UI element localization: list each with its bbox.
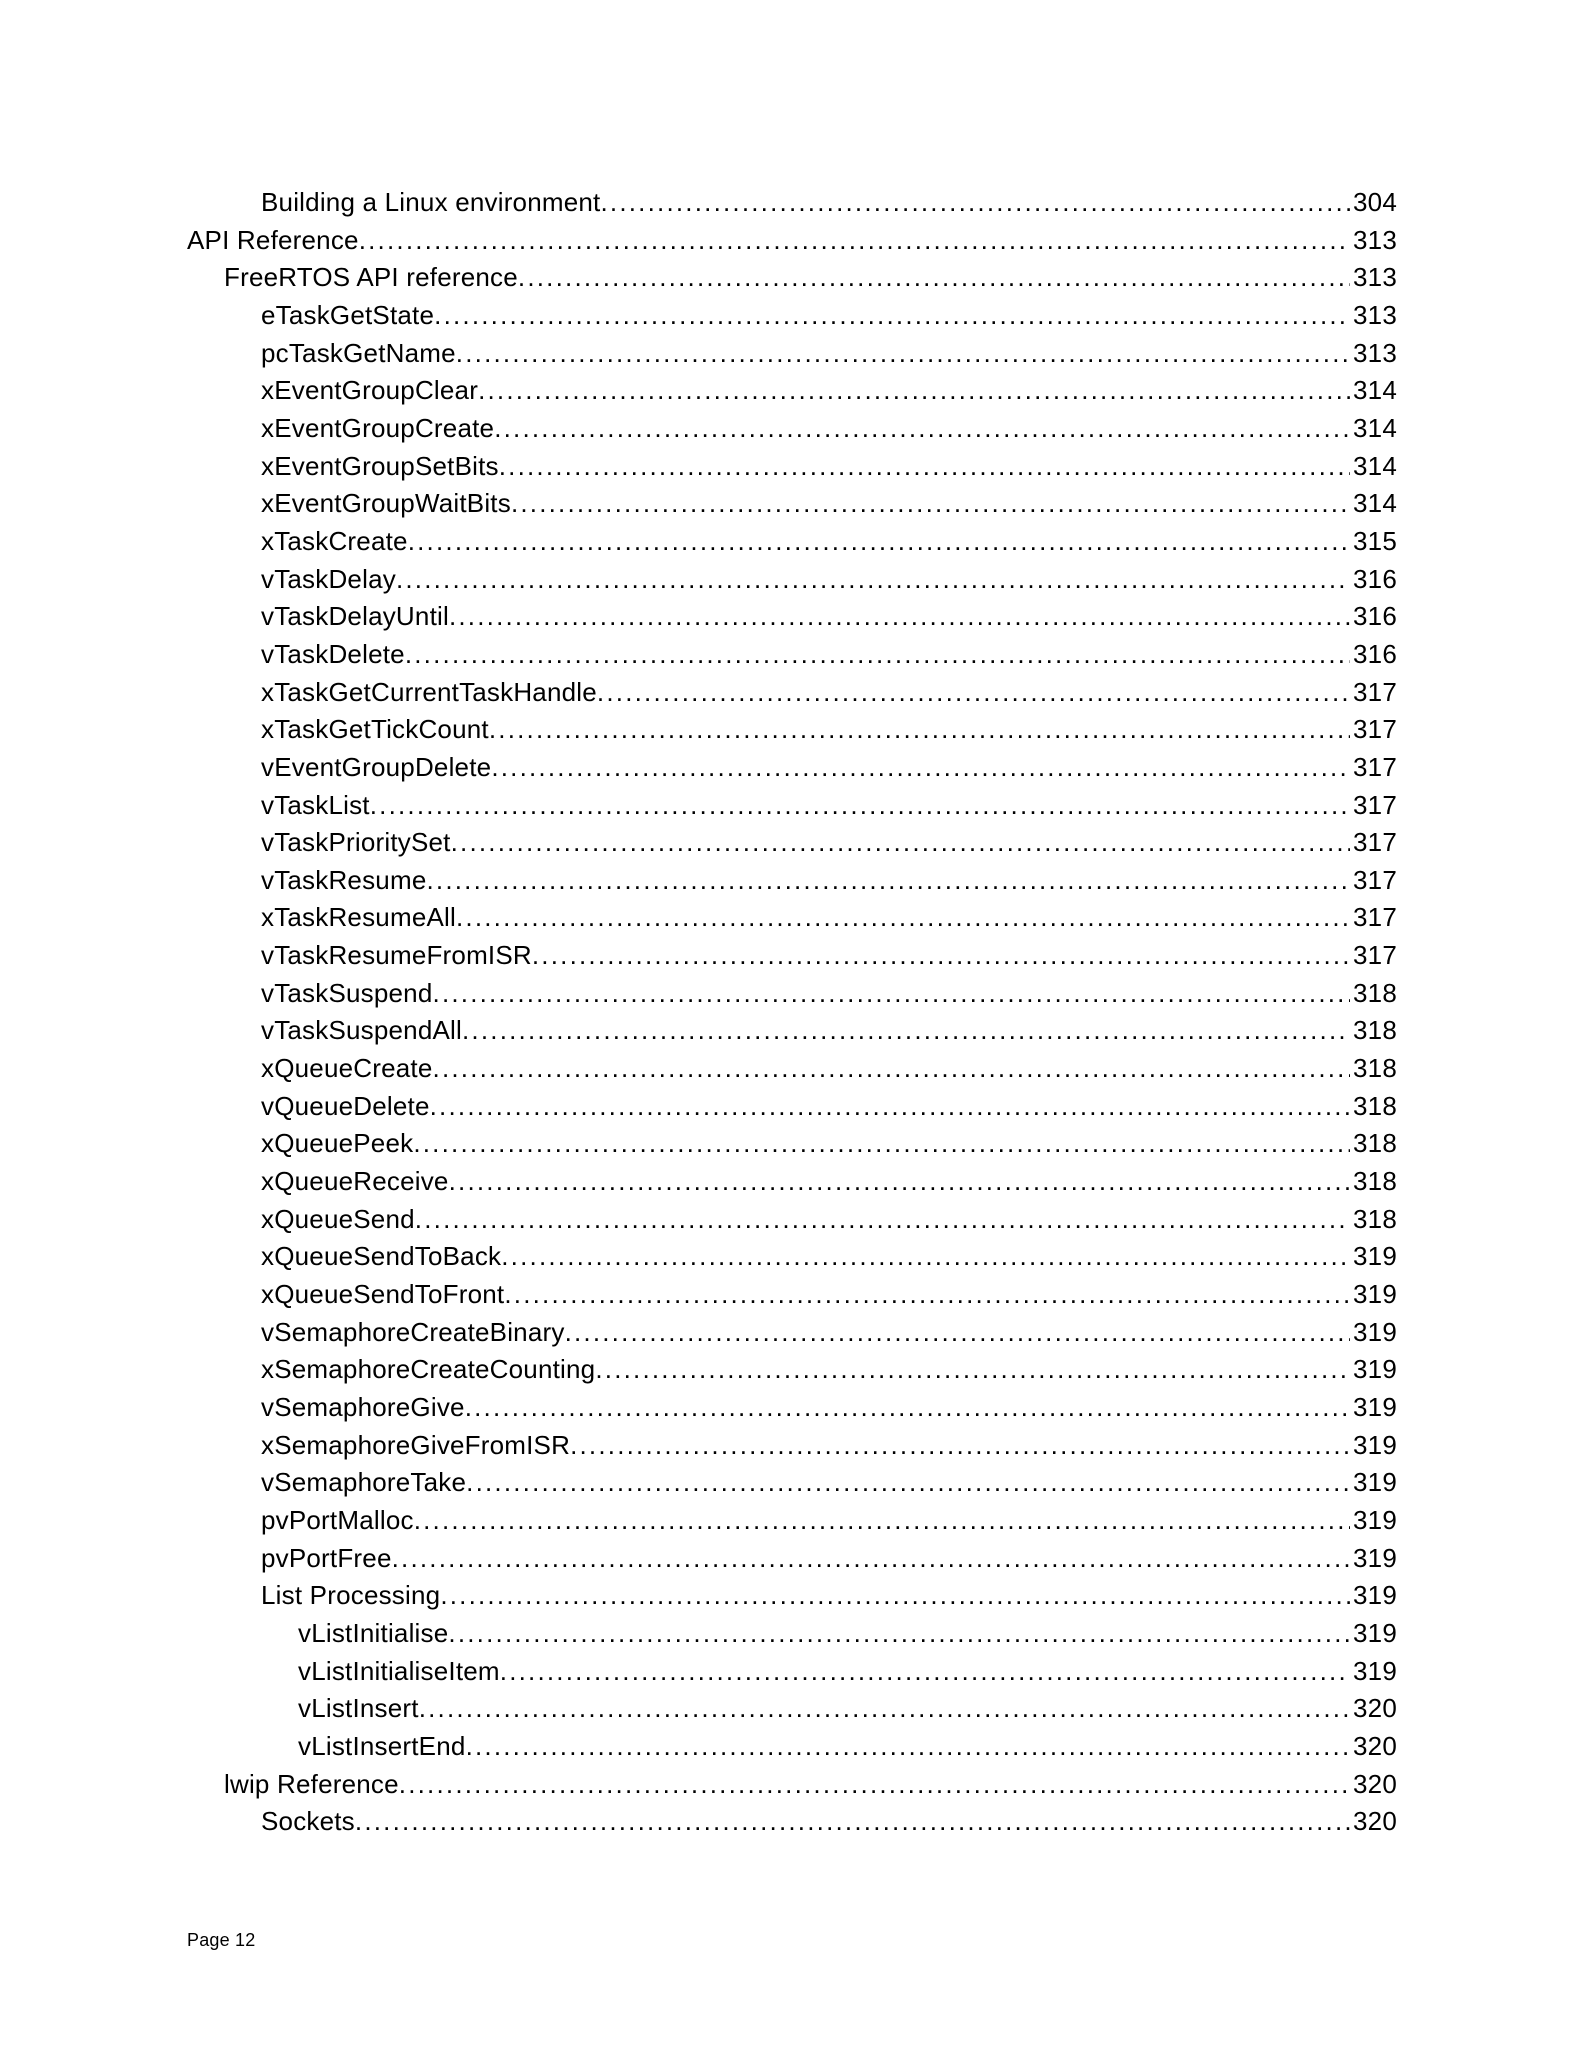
dot-leader: [499, 448, 1350, 486]
toc-entry-page-number: 313: [1353, 299, 1397, 330]
toc-entry-page-number: 320: [1353, 1730, 1397, 1761]
toc-entry-label: API Reference: [187, 224, 359, 255]
toc-entry[interactable]: [187, 636, 1397, 674]
toc-entry-label: pvPortMalloc: [261, 1504, 414, 1535]
toc-entry-label: xQueueReceive: [261, 1166, 449, 1197]
toc-entry-page-number: 318: [1353, 1128, 1397, 1159]
toc-entry-label: vListInsertEnd: [298, 1730, 466, 1761]
dot-leader: [355, 1803, 1350, 1841]
toc-entry-label: eTaskGetState: [261, 299, 435, 330]
toc-entry-label: vListInsert: [298, 1693, 419, 1724]
toc-entry-label: pvPortFree: [261, 1542, 392, 1573]
toc-entry-label: xQueueSendToBack: [261, 1241, 502, 1272]
toc-entry[interactable]: [187, 372, 1397, 410]
toc-entry[interactable]: [187, 1163, 1397, 1201]
toc-entry-label: vTaskList: [261, 789, 370, 820]
toc-entry[interactable]: [187, 1653, 1397, 1691]
toc-entry-page-number: 317: [1353, 751, 1397, 782]
toc-entry[interactable]: [187, 1540, 1397, 1578]
toc-entry-label: vSemaphoreTake: [261, 1467, 467, 1498]
toc-entry-page-number: 314: [1353, 375, 1397, 406]
dot-leader: [451, 824, 1350, 862]
toc-entry[interactable]: [187, 674, 1397, 712]
toc-entry-page-number: 317: [1353, 827, 1397, 858]
dot-leader: [426, 862, 1350, 900]
toc-entry[interactable]: [187, 1088, 1397, 1126]
toc-entry[interactable]: [187, 787, 1397, 825]
toc-entry-page-number: 316: [1353, 638, 1397, 669]
dot-leader: [433, 1050, 1351, 1088]
dot-leader: [359, 222, 1350, 260]
toc-entry-page-number: 314: [1353, 412, 1397, 443]
toc-entry-page-number: 318: [1353, 1015, 1397, 1046]
toc-entry-label: xQueueSendToFront: [261, 1279, 505, 1310]
toc-entry-label: List Processing: [261, 1580, 441, 1611]
toc-entry[interactable]: [187, 1351, 1397, 1389]
dot-leader: [465, 1389, 1350, 1427]
toc-entry[interactable]: [187, 259, 1397, 297]
toc-entry-label: vListInitialise: [298, 1617, 449, 1648]
toc-entry[interactable]: [187, 1803, 1397, 1841]
toc-entry-label: vSemaphoreGive: [261, 1392, 465, 1422]
toc-entry-label: vTaskSuspend: [261, 977, 433, 1008]
toc-entry-page-number: 318: [1353, 1203, 1397, 1234]
toc-entry-label: vTaskDelay: [261, 563, 396, 594]
toc-entry-label: xSemaphoreGiveFromISR: [261, 1429, 571, 1460]
toc-list: [187, 184, 1397, 1841]
dot-leader: [433, 975, 1351, 1013]
dot-leader: [419, 1690, 1350, 1728]
toc-entry[interactable]: [187, 410, 1397, 448]
toc-entry[interactable]: [187, 899, 1397, 937]
toc-entry-label: xSemaphoreCreateCounting: [261, 1354, 596, 1385]
toc-entry-label: FreeRTOS API reference: [224, 262, 518, 293]
toc-entry-page-number: 318: [1353, 1166, 1397, 1197]
toc-entry[interactable]: [187, 561, 1397, 599]
toc-entry[interactable]: [187, 1502, 1397, 1540]
toc-entry[interactable]: [187, 485, 1397, 523]
dot-leader: [440, 1577, 1350, 1615]
toc-entry-page-number: 317: [1353, 864, 1397, 895]
toc-entry-label: vEventGroupDelete: [261, 751, 492, 782]
toc-entry-page-number: 320: [1353, 1693, 1397, 1724]
toc-entry-page-number: 314: [1353, 488, 1397, 519]
toc-entry-page-number: 319: [1353, 1655, 1397, 1686]
toc-entry-page-number: 319: [1353, 1504, 1397, 1535]
dot-leader: [430, 1088, 1350, 1126]
dot-leader: [456, 899, 1350, 937]
dot-leader: [565, 1314, 1350, 1352]
toc-entry-page-number: 318: [1353, 977, 1397, 1008]
dot-leader: [405, 636, 1350, 674]
dot-leader: [501, 1238, 1350, 1276]
dot-leader: [494, 410, 1350, 448]
toc-entry[interactable]: [187, 1050, 1397, 1088]
toc-entry-label: vTaskResume: [261, 864, 427, 895]
toc-entry-label: xEventGroupSetBits: [261, 450, 499, 481]
toc-entry-page-number: 314: [1353, 450, 1397, 481]
toc-entry-label: vTaskPrioritySet: [261, 827, 451, 858]
toc-entry[interactable]: [187, 1238, 1397, 1276]
dot-leader: [413, 1125, 1350, 1163]
toc-entry-label: vTaskDelayUntil: [261, 601, 449, 632]
toc-entry-page-number: 318: [1353, 1090, 1397, 1121]
toc-entry-label: vTaskSuspendAll: [261, 1015, 462, 1046]
toc-entry-label: pcTaskGetName: [261, 337, 456, 368]
toc-entry-page-number: 319: [1353, 1316, 1397, 1347]
toc-entry[interactable]: [187, 975, 1397, 1013]
toc-entry-page-number: 317: [1353, 940, 1397, 971]
toc-entry-page-number: 320: [1353, 1768, 1397, 1799]
toc-entry-label: vSemaphoreCreateBinary: [261, 1316, 565, 1347]
dot-leader: [466, 1728, 1350, 1766]
toc-entry[interactable]: [187, 1427, 1397, 1465]
dot-leader: [370, 787, 1350, 825]
toc-entry[interactable]: [187, 523, 1397, 561]
toc-entry-page-number: 304: [1353, 187, 1397, 217]
dot-leader: [415, 1201, 1350, 1239]
dot-leader: [462, 1012, 1350, 1050]
toc-entry-page-number: 316: [1353, 563, 1397, 594]
toc-entry-page-number: 317: [1353, 676, 1397, 707]
dot-leader: [597, 674, 1350, 712]
toc-entry-label: xQueuePeek: [261, 1128, 414, 1159]
toc-entry[interactable]: [187, 1577, 1397, 1615]
dot-leader: [511, 485, 1350, 523]
toc-entry[interactable]: [187, 862, 1397, 900]
toc-entry-page-number: 317: [1353, 789, 1397, 820]
toc-entry-label: xQueueCreate: [261, 1053, 433, 1084]
dot-leader: [518, 259, 1350, 297]
dot-leader: [414, 1502, 1350, 1540]
dot-leader: [491, 749, 1350, 787]
toc-entry-label: xTaskGetCurrentTaskHandle: [261, 676, 597, 707]
dot-leader: [399, 1766, 1350, 1804]
toc-entry[interactable]: [187, 1690, 1397, 1728]
toc-entry[interactable]: [187, 297, 1397, 335]
toc-entry[interactable]: [187, 598, 1397, 636]
dot-leader: [532, 937, 1350, 975]
toc-entry-label: xTaskResumeAll: [261, 902, 456, 933]
toc-entry-page-number: 319: [1353, 1617, 1397, 1648]
dot-leader: [434, 297, 1350, 335]
dot-leader: [449, 1163, 1350, 1201]
toc-entry-page-number: 316: [1353, 601, 1397, 632]
dot-leader: [456, 335, 1350, 373]
dot-leader: [500, 1653, 1350, 1691]
page-footer-label: Page 12: [187, 1930, 256, 1950]
dot-leader: [449, 598, 1350, 636]
toc-entry-label: vListInitialiseItem: [298, 1655, 500, 1686]
toc-entry-page-number: 319: [1353, 1354, 1397, 1385]
toc-entry[interactable]: [187, 1728, 1397, 1766]
dot-leader: [478, 372, 1350, 410]
dot-leader: [396, 561, 1350, 599]
toc-entry[interactable]: [187, 1125, 1397, 1163]
toc-entry-page-number: 315: [1353, 525, 1397, 556]
dot-leader: [489, 711, 1350, 749]
toc-entry-page-number: 317: [1353, 714, 1397, 745]
toc-entry[interactable]: [187, 448, 1397, 486]
toc-entry-page-number: 319: [1353, 1279, 1397, 1310]
dot-leader: [466, 1464, 1350, 1502]
toc-entry-page-number: 313: [1353, 337, 1397, 368]
toc-entry[interactable]: [187, 184, 1397, 222]
toc-entry-page-number: 313: [1353, 262, 1397, 293]
toc-entry-page-number: 318: [1353, 1053, 1397, 1084]
dot-leader: [504, 1276, 1350, 1314]
toc-entry[interactable]: [187, 937, 1397, 975]
toc-entry[interactable]: [187, 1314, 1397, 1352]
toc-entry-label: vTaskDelete: [261, 638, 405, 669]
toc-entry-page-number: 319: [1353, 1542, 1397, 1573]
dot-leader: [570, 1427, 1350, 1465]
toc-entry-page-number: 319: [1353, 1392, 1397, 1422]
toc-entry-label: vTaskResumeFromISR: [261, 940, 532, 971]
toc-entry[interactable]: [187, 1201, 1397, 1239]
toc-entry[interactable]: [187, 749, 1397, 787]
toc-entry-label: Building a Linux environment: [261, 187, 601, 217]
toc-entry-label: lwip Reference: [224, 1768, 399, 1799]
dot-leader: [600, 184, 1350, 222]
toc-entry-label: xEventGroupWaitBits: [261, 488, 511, 519]
toc-entry-label: xTaskGetTickCount: [261, 714, 489, 745]
toc-entry[interactable]: [187, 711, 1397, 749]
toc-entry[interactable]: [187, 1276, 1397, 1314]
toc-entry[interactable]: [187, 1012, 1397, 1050]
toc-entry-page-number: 320: [1353, 1806, 1397, 1837]
toc-entry-page-number: 319: [1353, 1467, 1397, 1498]
toc-entry-label: xEventGroupCreate: [261, 412, 495, 443]
toc-entry[interactable]: [187, 222, 1397, 260]
dot-leader: [448, 1615, 1350, 1653]
toc-entry[interactable]: [187, 1389, 1397, 1427]
dot-leader: [595, 1351, 1350, 1389]
toc-entry-label: xQueueSend: [261, 1203, 415, 1234]
toc-entry-label: vQueueDelete: [261, 1090, 430, 1121]
dot-leader: [408, 523, 1350, 561]
toc-entry-page-number: 319: [1353, 1429, 1397, 1460]
toc-entry[interactable]: [187, 1615, 1397, 1653]
toc-entry[interactable]: [187, 1464, 1397, 1502]
toc-entry-page-number: 317: [1353, 902, 1397, 933]
toc-entry-page-number: 319: [1353, 1580, 1397, 1611]
toc-entry[interactable]: [187, 335, 1397, 373]
dot-leader: [392, 1540, 1350, 1578]
toc-entry[interactable]: [187, 824, 1397, 862]
toc-entry-page-number: 319: [1353, 1241, 1397, 1272]
toc-entry-label: xTaskCreate: [261, 525, 408, 556]
toc-entry-page-number: 313: [1353, 224, 1397, 255]
toc-entry-label: xEventGroupClear: [261, 375, 479, 406]
toc-entry-label: Sockets: [261, 1806, 355, 1837]
toc-entry[interactable]: [187, 1766, 1397, 1804]
